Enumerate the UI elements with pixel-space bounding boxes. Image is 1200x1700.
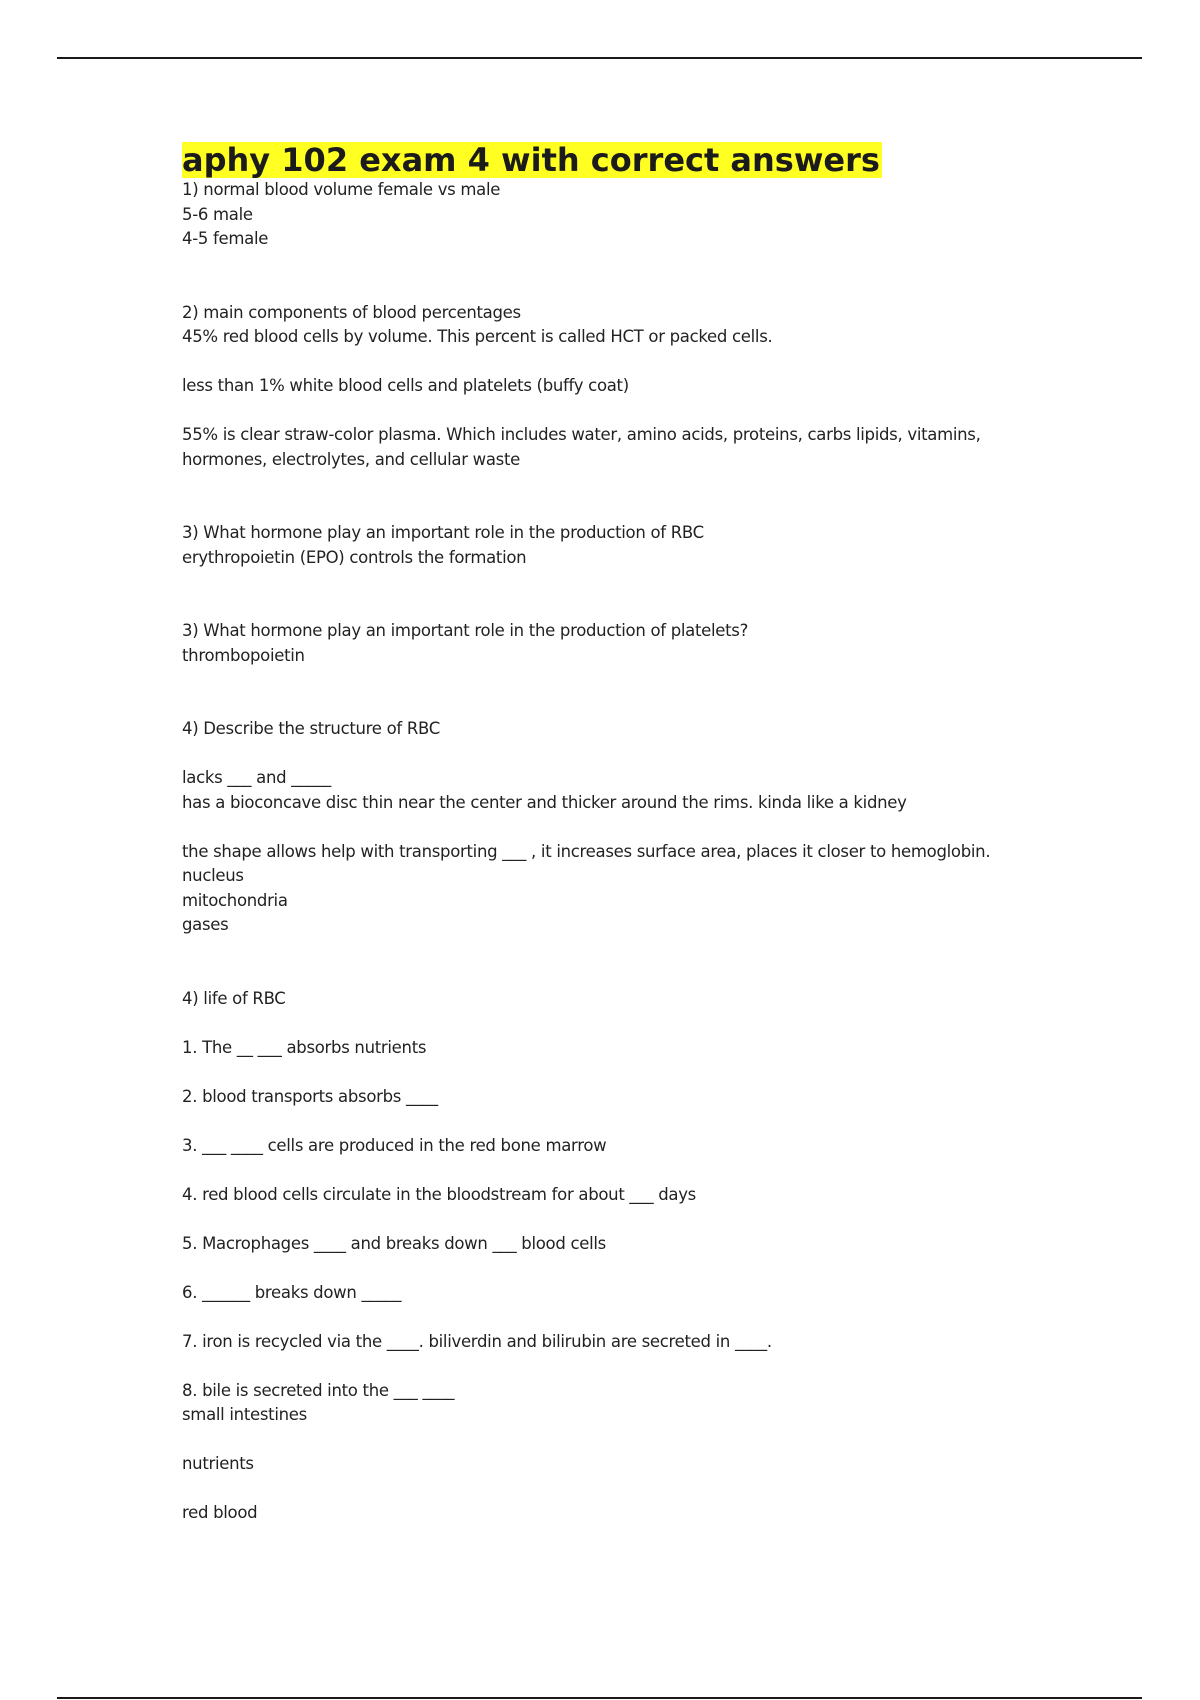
text-line: thrombopoietin xyxy=(182,645,305,665)
text-line: 3. ___ ____ cells are produced in the red bone marrow xyxy=(182,1135,607,1155)
document-body xyxy=(182,142,1082,1526)
text-line: 55% is clear straw-color plasma. Which includes water, amino acids, proteins, carbs lipids, vitamins, xyxy=(182,425,981,444)
text-line: less than 1% white blood cells and platelets (buffy coat) xyxy=(182,376,629,395)
text-line: 6. ______ breaks down _____ xyxy=(182,1282,402,1302)
text-line: has a bioconcave disc thin near the center and thicker around the rims. kinda like a kidney xyxy=(182,792,907,812)
header-rule xyxy=(57,57,1142,59)
text-line: red blood xyxy=(182,1503,258,1522)
text-line: nucleus xyxy=(182,866,244,885)
text-line: 5. Macrophages ____ and breaks down ___ blood cells xyxy=(182,1233,606,1253)
text-line: 7. iron is recycled via the ____. biliverdin and bilirubin are secreted in ____. xyxy=(182,1331,772,1351)
text-line: 3) What hormone play an important role in the production of platelets? xyxy=(182,621,749,640)
text-line: erythropoietin (EPO) controls the formation xyxy=(182,547,527,567)
text-line: 2) main components of blood percentages xyxy=(182,302,521,322)
text-line: 5-6 male xyxy=(182,204,253,224)
text-line: the shape allows help with transporting ___ , it increases surface area, places it closer to hemoglobin. xyxy=(182,841,991,861)
text-line: 4) life of RBC xyxy=(182,988,286,1008)
text-line: 2. blood transports absorbs ____ xyxy=(182,1086,438,1106)
text-line: 1. The __ ___ absorbs nutrients xyxy=(182,1037,427,1057)
footer-rule xyxy=(57,1697,1142,1699)
text-line: hormones, electrolytes, and cellular waste xyxy=(182,449,520,469)
text-line: 3) What hormone play an important role in the production of RBC xyxy=(182,523,704,542)
text-line: 4. red blood cells circulate in the bloodstream for about ___ days xyxy=(182,1184,696,1204)
text-line: lacks ___ and _____ xyxy=(182,768,331,787)
document-title: aphy 102 exam 4 with correct answers xyxy=(182,141,880,179)
text-line: 45% red blood cells by volume. This percent is called HCT or packed cells. xyxy=(182,327,773,346)
text-line: small intestines xyxy=(182,1405,307,1424)
text-line: 1) normal blood volume female vs male xyxy=(182,180,501,199)
text-line: 8. bile is secreted into the ___ ____ xyxy=(182,1380,455,1400)
text-line: nutrients xyxy=(182,1454,254,1473)
text-line: 4-5 female xyxy=(182,229,269,248)
text-line: gases xyxy=(182,915,229,934)
text-line: 4) Describe the structure of RBC xyxy=(182,719,440,738)
text-line: mitochondria xyxy=(182,890,288,910)
